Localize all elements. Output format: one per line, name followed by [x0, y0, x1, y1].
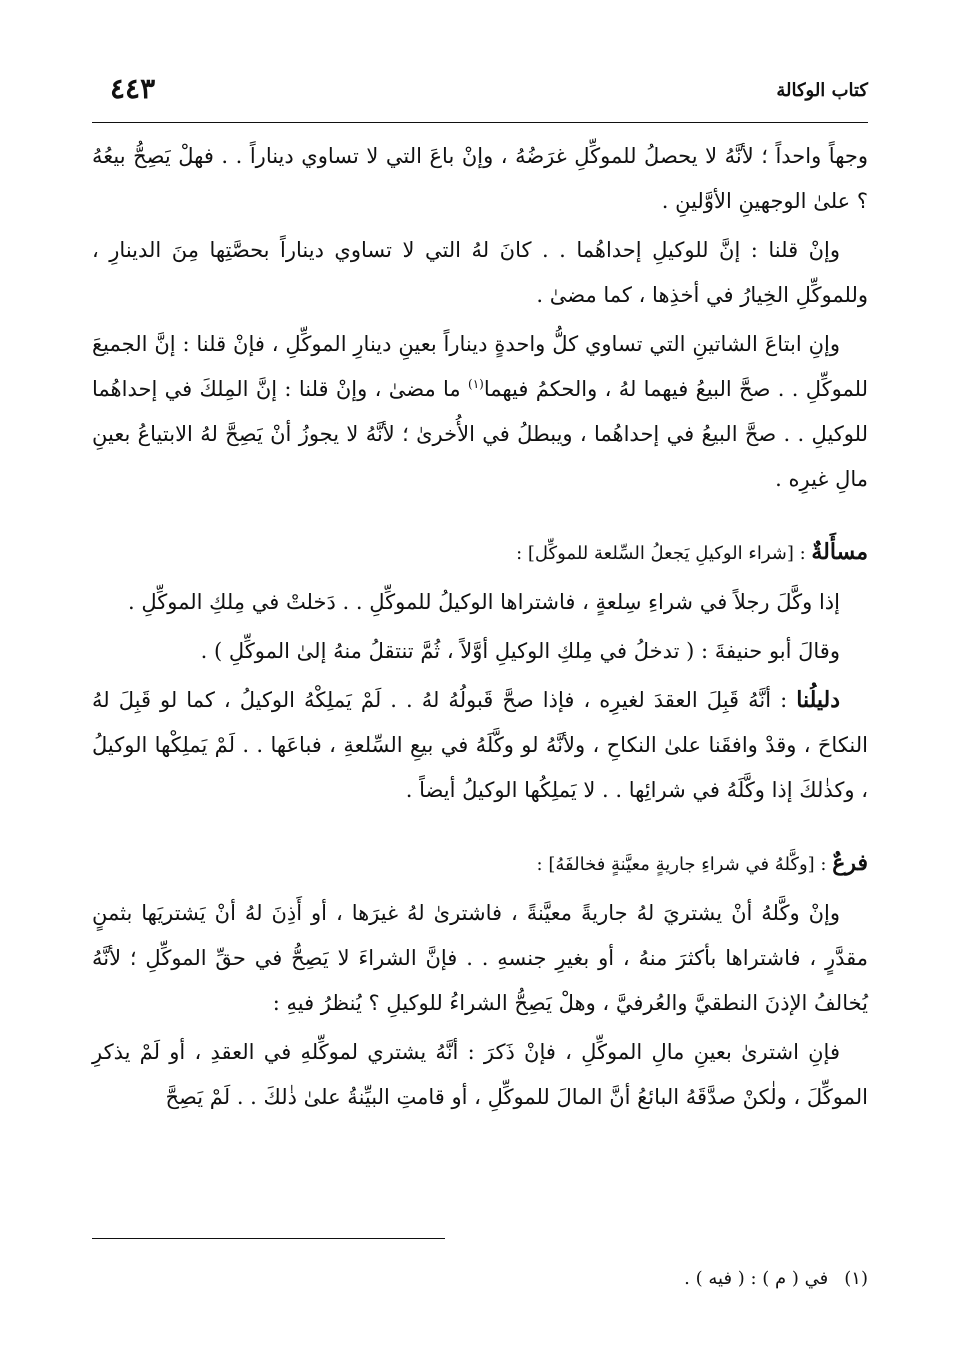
heading-label: مسأَلةٌ [811, 539, 868, 565]
evidence-text: : أنَّهُ قَبِلَ العقدَ لغيرِه ، فإذا صحَّ قَبولُهُ لهُ . . لَمْ يَملِكْهُ الوكيلُ ، كما لو قَبِلَ لهُ النكاحَ ، وقدْ وافقَنا علىٰ النكاحِ ، ولأنَّهُ لو وكَّلَهُ في بيعِ السِّلعةِ ، فباعَها . . لَمْ يَملِكْها الوكيلُ ، وكذٰلكَ إذا وكَّلَهُ في شرائِها . . لا يَملِكُها الوكيلُ أيضاً . [92, 688, 868, 802]
heading-title: : [وكَّلهُ في شراءِ جاريةٍ معيَّنةٍ فخالفَهُ] : [536, 854, 833, 875]
running-title: كتاب الوكالة [776, 80, 868, 101]
footnote-text: في ( م ) : ( فيه ) . [684, 1268, 829, 1289]
paragraph-6 [92, 678, 868, 813]
footnote-divider [92, 1238, 445, 1239]
book-page [92, 72, 868, 1339]
heading-label: فرعٌ [832, 850, 868, 876]
header-divider [92, 122, 868, 123]
page-number: ٤٤٣ [110, 72, 156, 105]
main-text [92, 134, 868, 1120]
paragraph-2: وإنْ قلنا : إنَّ للوكيلِ إحداهُما . . كانَ لهُ التي لا تساوي ديناراً بحصَّتِها مِنَ الدينارِ ، وللموكِّلِ الخِيارُ في أخذِها ، كما مضىٰ . [92, 238, 868, 307]
paragraph-3 [92, 322, 868, 502]
paragraph-4: إذا وكَّلَ رجلاً في شراءِ سِلعةٍ ، فاشتراها الوكيلُ للموكِّلِ . . دَخلتْ في مِلكِ الموكِّلِ . [128, 590, 840, 614]
paragraph-3-part-1: وإنِ ابتاعَ الشاتينِ التي تساوي كلُّ واحدةٍ ديناراً بعينِ دينارِ الموكِّلِ ، فإنْ قلنا : إنَّ الجميعَ للموكِّلِ . . صحَّ البيعُ فيهما لهُ ، والحكمُ فيهما [92, 332, 868, 401]
paragraph-3-part-2: ما مضىٰ ، وإنْ قلنا : إنَّ المِلكَ في إحداهُما للوكيلِ . . صحَّ البيعُ في إحداهُما ، ويبطلُ في الأُخرىٰ ؛ لأنَّهُ لا يجوزُ أنْ يَصِحَّ لهُ الابتياعُ بعينِ مالِ غيرِه . [92, 377, 868, 491]
heading-title: : [شراء الوكيلِ يَجعلُ السِّلعة للموكِّل] : [516, 543, 812, 564]
footnote [92, 1268, 868, 1289]
section-heading-far [92, 841, 868, 887]
paragraph-1: وجهاً واحداً ؛ لأنَّهُ لا يحصلُ للموكِّلِ غرَضُهُ ، وإنْ باعَ التي لا تساوي ديناراً . . فهلْ يَصِحُّ بيعُهُ ؟ علىٰ الوجهينِ الأوَّلينِ . [92, 144, 869, 213]
page-header [92, 72, 868, 118]
paragraph-5: وقالَ أبو حنيفةَ : ( تدخلُ في مِلكِ الوكيلِ أوَّلاً ، ثُمَّ تنتقلُ منهُ إلىٰ الموكِّلِ ) . [200, 639, 840, 663]
paragraph-7: وإنْ وكَّلهُ أنْ يشتريَ لهُ جاريةً معيَّنةً ، فاشترىٰ لهُ غيرَها ، أو أَذِنَ لهُ أنْ يَشتريَها بثمنٍ مقدَّرٍ ، فاشتراها بأكثرَ منهُ ، أو بغيرِ جنسهِ . . فإنَّ الشراءَ لا يَصِحُّ في حقِّ الموكِّلِ ؛ لأنَّهُ يُخالفُ الإذنَ النطقيَّ والعُرفيَّ ، وهلْ يَصِحُّ الشراءُ للوكيلِ ؟ يُنظرُ فيهِ : [92, 901, 868, 1015]
section-heading-masala [92, 530, 868, 576]
paragraph-8: فإنِ اشترىٰ بعينِ مالِ الموكِّلِ ، فإنْ ذَكرَ : أنَّهُ يشتري لموكِّلهِ في العقدِ ، أو لَمْ يذكرِ الموكِّلَ ، ولٰكنْ صدَّقَهُ البائعُ أنَّ المالَ للموكِّلِ ، أو قامتِ البيِّنةُ علىٰ ذٰلكَ . . لَمْ يَصِحَّ [92, 1040, 868, 1109]
footnote-number: (١) [844, 1268, 868, 1289]
footnote-marker[interactable]: (١) [468, 377, 484, 391]
evidence-label: دليلُنا [796, 687, 840, 713]
